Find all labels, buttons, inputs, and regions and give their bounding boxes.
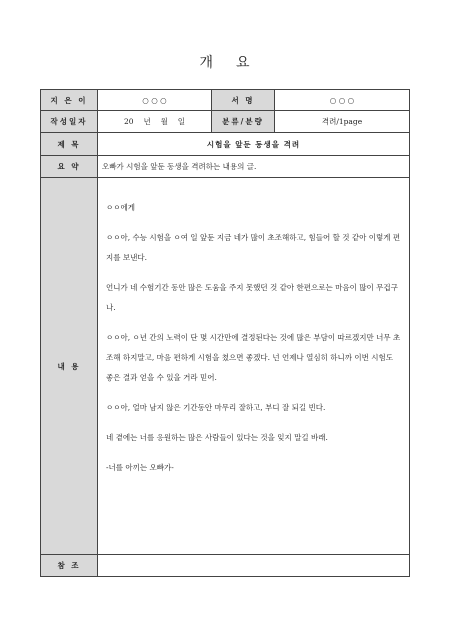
category-label: 분류/분량: [212, 111, 275, 133]
subject-label: 제 목: [41, 133, 98, 156]
letter-signoff: -너를 아끼는 오빠가-: [106, 463, 174, 472]
title-right-char: 요: [236, 55, 251, 71]
content-body: [98, 178, 410, 555]
letter-paragraph-5: 네 곁에는 너를 응원하는 많은 사람들이 있다는 것을 잊지 말길 바래.: [106, 433, 328, 442]
signature-value: ○ ○ ○: [275, 90, 410, 111]
author-value: ○ ○ ○: [98, 90, 212, 111]
date-label: 작성일자: [41, 111, 98, 133]
date-row: [41, 111, 410, 133]
summary-value: 오빠가 시험을 앞둔 동생을 격려하는 내용의 글.: [98, 156, 410, 178]
letter-paragraph-4: ㅇㅇ아, 얼마 남지 않은 기간동안 마무리 잘하고, 부디 잘 되길 빈다.: [106, 403, 326, 412]
summary-row: [41, 156, 410, 178]
reference-value: [98, 555, 410, 577]
content-row: [41, 178, 410, 555]
date-value: 20 년 월 일: [98, 111, 212, 133]
letter-paragraph-3: ㅇㅇ아, ㅇ년 간의 노력이 단 몇 시간만에 결정된다는 것에 많은 부담이 따르겠지만 너무 초조해 하지말고, 마음 편하게 시험을 쳤으면 좋겠다. 넌 언제나 열심히 하니까 이번 시험도 좋은 결과 얻을 수 있을 거라 믿어.: [106, 333, 401, 382]
author-row: [41, 90, 410, 111]
reference-label: 참 조: [41, 555, 98, 577]
page-title: [0, 52, 450, 72]
subject-value: 시험을 앞둔 동생을 격려: [98, 133, 410, 156]
category-value: 격려/1page: [275, 111, 410, 133]
letter-greeting: ㅇㅇ에게: [106, 203, 135, 212]
summary-label: 요 약: [41, 156, 98, 178]
subject-row: [41, 133, 410, 156]
letter-paragraph-2: 언니가 네 수험기간 동안 많은 도움을 주지 못했던 것 같아 한편으로는 마음이 많이 무겁구나.: [106, 283, 398, 312]
author-label: 지 은 이: [41, 90, 98, 111]
signature-label: 서 명: [212, 90, 275, 111]
reference-row: [41, 555, 410, 577]
content-label: 내 용: [41, 178, 98, 555]
overview-form-table: [40, 89, 410, 577]
letter-paragraph-1: ㅇㅇ아, 수능 시험을 ㅇ여 일 앞둔 지금 네가 많이 초조해하고, 힘들어 할 것 같아 이렇게 편지를 보낸다.: [106, 233, 401, 262]
title-left-char: 개: [199, 55, 214, 71]
